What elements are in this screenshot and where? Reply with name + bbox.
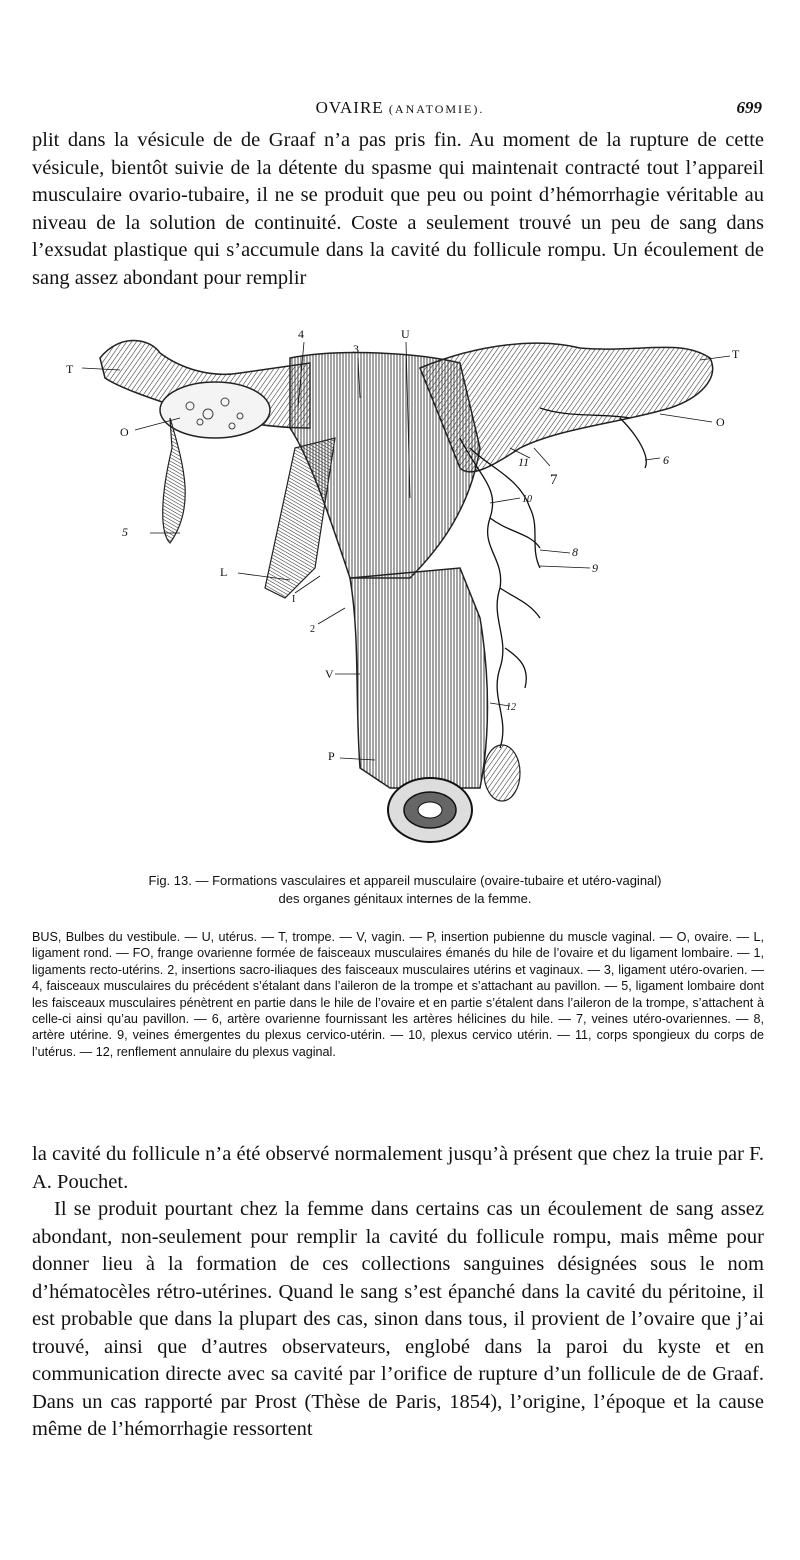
bottom-text [32, 1141, 764, 1444]
label-4: 4 [298, 327, 304, 341]
label-12: 12 [506, 702, 516, 713]
top-paragraph: plit dans la vésicule de de Graaf n’a pas pris fin. Au moment de la rupture de cette vésicule, bientôt suivie de la détente du spasme qui maintenait contracté tout l’appareil musculaire ovario-tubaire, il ne se produit que peu ou point d’hémorrhagie véritable au niveau de la solution de continuité. Coste a seulement trouvé un peu de sang dans l’exsudat plastique qui s’accumule dans la cavité du follicule rompu. Un écoulement de sang assez abondant pour remplir [32, 129, 764, 289]
label-v: V [325, 667, 334, 681]
page-number: 699 [736, 98, 762, 117]
running-title-main: OVAIRE [315, 98, 384, 117]
label-l: L [220, 565, 228, 579]
label-7: 7 [550, 472, 558, 488]
label-p: P [328, 749, 335, 763]
figure-legend: BUS, Bulbes du vestibule. — U, utérus. — T, trompe. — V, vagin. — P, insertion pubienne du muscle vaginal. — O, ovaire. — L, ligament rond. — FO, frange ovarienne formée de faisceaux musculaires émanés du hile de l’ovaire et du ligament lombaire. — 1, ligaments recto-utérins. 2, insertions sacro-iliaques des faisceaux musculaires utérins et vaginaux. — 3, ligament utéro-ovarien. — 4, faisceaux musculaires du précédent s’étalant dans l’aileron de la trompe et s’attachant au pavillon. — 5, ligament lombaire dont les faisceaux musculaires pénètrent en partie dans le hile de l’ovaire et en partie s’étalent dans l’aileron de la trompe, s’attachent à celle-ci ainsi qu’au pavillon. — 6, artère ovarienne fournissant les artères hélicines du hile. — 7, veines utéro-ovariennes. — 8, artère utérine. 9, veines émergentes du plexus cervico-utérin. — 10, plexus cervico utérin. — 11, corps spongieux du corps de l’utérus. — 12, renflement annulaire du plexus vaginal. [32, 930, 764, 1059]
label-t-right: T [732, 347, 740, 361]
vestibular-bulb [484, 745, 520, 801]
vagina [350, 568, 488, 788]
label-11: 11 [518, 455, 530, 469]
caption-line-2: des organes génitaux internes de la femme. [278, 891, 532, 906]
label-9: 9 [592, 561, 598, 575]
label-10: 10 [522, 494, 532, 505]
running-title [0, 98, 800, 118]
label-i: I [292, 594, 296, 605]
label-8: 8 [572, 545, 578, 559]
label-6: 6 [663, 453, 669, 467]
label-u: U [401, 327, 410, 341]
anatomical-figure [60, 318, 750, 866]
running-header [0, 98, 800, 122]
bottom-paragraph-2: Il se produit pourtant chez la femme dans certains cas un écoulement de sang assez abondant, non-seulement pour remplir la cavité du follicule rompu, mais même pour donner lieu à la formation de ces collections sanguines désignées sous le nom d’hématocèles rétro-utérines. Quand le sang s’est épanché dans la cavité du péritoine, il est probable que dans la plupart des cas, sinon dans tous, il provient de l’ovaire que j’ai trouvé, ainsi que d’autres observateurs, englobé dans la paroi du kyste et en communication directe avec sa cavité par l’orifice de rupture d’un follicule de de Graaf. Dans un cas rapporté par Prost (Thèse de Paris, 1854), l’origine, l’époque et la cause même de l’hémorrhagie ressortent [32, 1198, 764, 1440]
label-3: 3 [353, 342, 359, 356]
label-o-left: O [120, 425, 129, 439]
lumbar-ligament [163, 418, 185, 543]
label-5: 5 [122, 525, 128, 539]
bottom-paragraph-1: la cavité du follicule n’a été observé normalement jusqu’à présent que chez la truie par F. A. Pouchet. [32, 1143, 764, 1193]
label-2: 2 [310, 624, 315, 635]
caption-line-1: Fig. 13. — Formations vasculaires et appareil musculaire (ovaire-tubaire et utéro-vaginal) [148, 873, 662, 888]
figure-illustration [60, 318, 750, 866]
figure-caption [60, 872, 750, 908]
label-t-left: T [66, 362, 74, 376]
running-title-sub: (ANATOMIE). [388, 102, 485, 116]
label-o-right: O [716, 415, 725, 429]
left-ovary [160, 382, 270, 438]
